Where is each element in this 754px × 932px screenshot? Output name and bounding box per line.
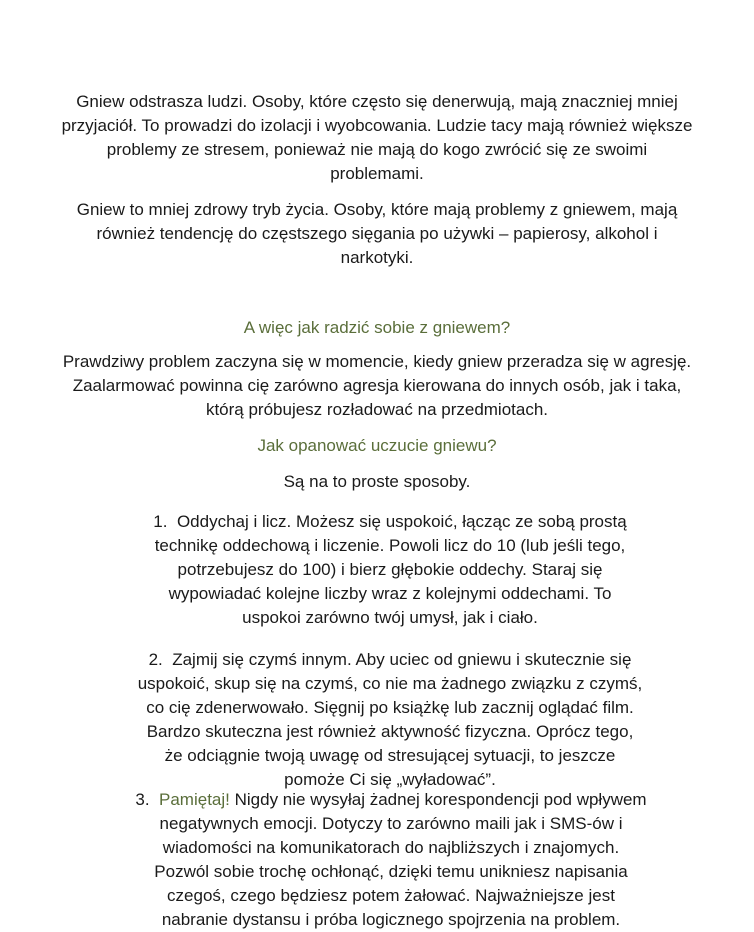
list-item-text: Nigdy nie wysyłaj żadnej korespondencji pod wpływem (229, 790, 647, 809)
list-item-line: uspokoić, skup się na czymś, co nie ma żadnego związku z czymś, (137, 674, 643, 693)
list-item-line: Bardzo skuteczna jest również aktywność fizyczna. Oprócz tego, (146, 722, 634, 741)
list-item-line (110, 788, 672, 812)
remember-highlight: Pamiętaj! (159, 790, 230, 809)
list-item-line: negatywnych emocji. Dotyczy to zarówno maili jak i SMS-ów i (159, 814, 623, 833)
list-item-distract (112, 648, 668, 792)
list-item-line: uspokoi zarówno twój umysł, jak i ciało. (242, 608, 538, 627)
list-item-line: nabranie dystansu i próba logicznego spojrzenia na problem. (161, 910, 621, 929)
list-item-line: co cię zdenerwowało. Sięgnij po książkę lub zacznij oglądać film. (146, 698, 634, 717)
list-item-text: Oddychaj i licz. Możesz się uspokoić, łącząc ze sobą prostą (176, 512, 627, 531)
list-item-line: pomoże Ci się „wyładować”. (284, 770, 496, 789)
paragraph-simple-ways: Są na to proste sposoby. (283, 472, 471, 491)
heading-how-to-control: Jak opanować uczucie gniewu? (257, 436, 497, 455)
list-number: 3. (135, 790, 150, 809)
list-number: 1. (153, 512, 168, 531)
list-item-line: technikę oddechową i liczenie. Powoli licz do 10 (lub jeśli tego, (154, 536, 626, 555)
list-item-line: czegoś, czego będziesz potem żałować. Najważniejsze jest (167, 886, 615, 905)
paragraph-aggression: Prawdziwy problem zaczyna się w momencie, kiedy gniew przeradza się w agresję. Zaalarmować powinna cię zarówno agresja kierowana do innych osób, jak i taka, którą próbujesz rozładować na przedmiotach. (62, 352, 692, 419)
list-item-line (112, 648, 668, 672)
list-item-text: Zajmij się czymś innym. Aby uciec od gniewu i skutecznie się (172, 650, 632, 669)
heading-how-to-cope: A więc jak radzić sobie z gniewem? (243, 318, 511, 337)
list-number: 2. (148, 650, 163, 669)
list-item-remember (110, 788, 672, 932)
list-item-line: potrzebujesz do 100) i bierz głębokie oddechy. Staraj się (177, 560, 603, 579)
list-item-breathe (140, 510, 640, 630)
list-item-line: Pozwól sobie trochę ochłonąć, dzięki temu unikniesz napisania (154, 862, 628, 881)
list-item-line (140, 510, 640, 534)
list-item-line: wypowiadać kolejne liczby wraz z kolejnymi oddechami. To (168, 584, 612, 603)
list-item-line: że odciągnie twoją uwagę od stresującej sytuacji, to jeszcze (164, 746, 616, 765)
list-item-line: wiadomości na komunikatorach do najbliższych i znajomych. (162, 838, 620, 857)
paragraph-anger-health: Gniew to mniej zdrowy tryb życia. Osoby, które mają problemy z gniewem, mają również tendencję do częstszego sięgania po używki – papierosy, alkohol i narkotyki. (76, 200, 678, 267)
paragraph-anger-isolation: Gniew odstrasza ludzi. Osoby, które często się denerwują, mają znaczniej mniej przyjaciół. To prowadzi do izolacji i wyobcowania. Ludzie tacy mają również większe problemy ze stresem, ponieważ nie mają do kogo zwrócić się ze swoimi problemami. (61, 92, 693, 183)
